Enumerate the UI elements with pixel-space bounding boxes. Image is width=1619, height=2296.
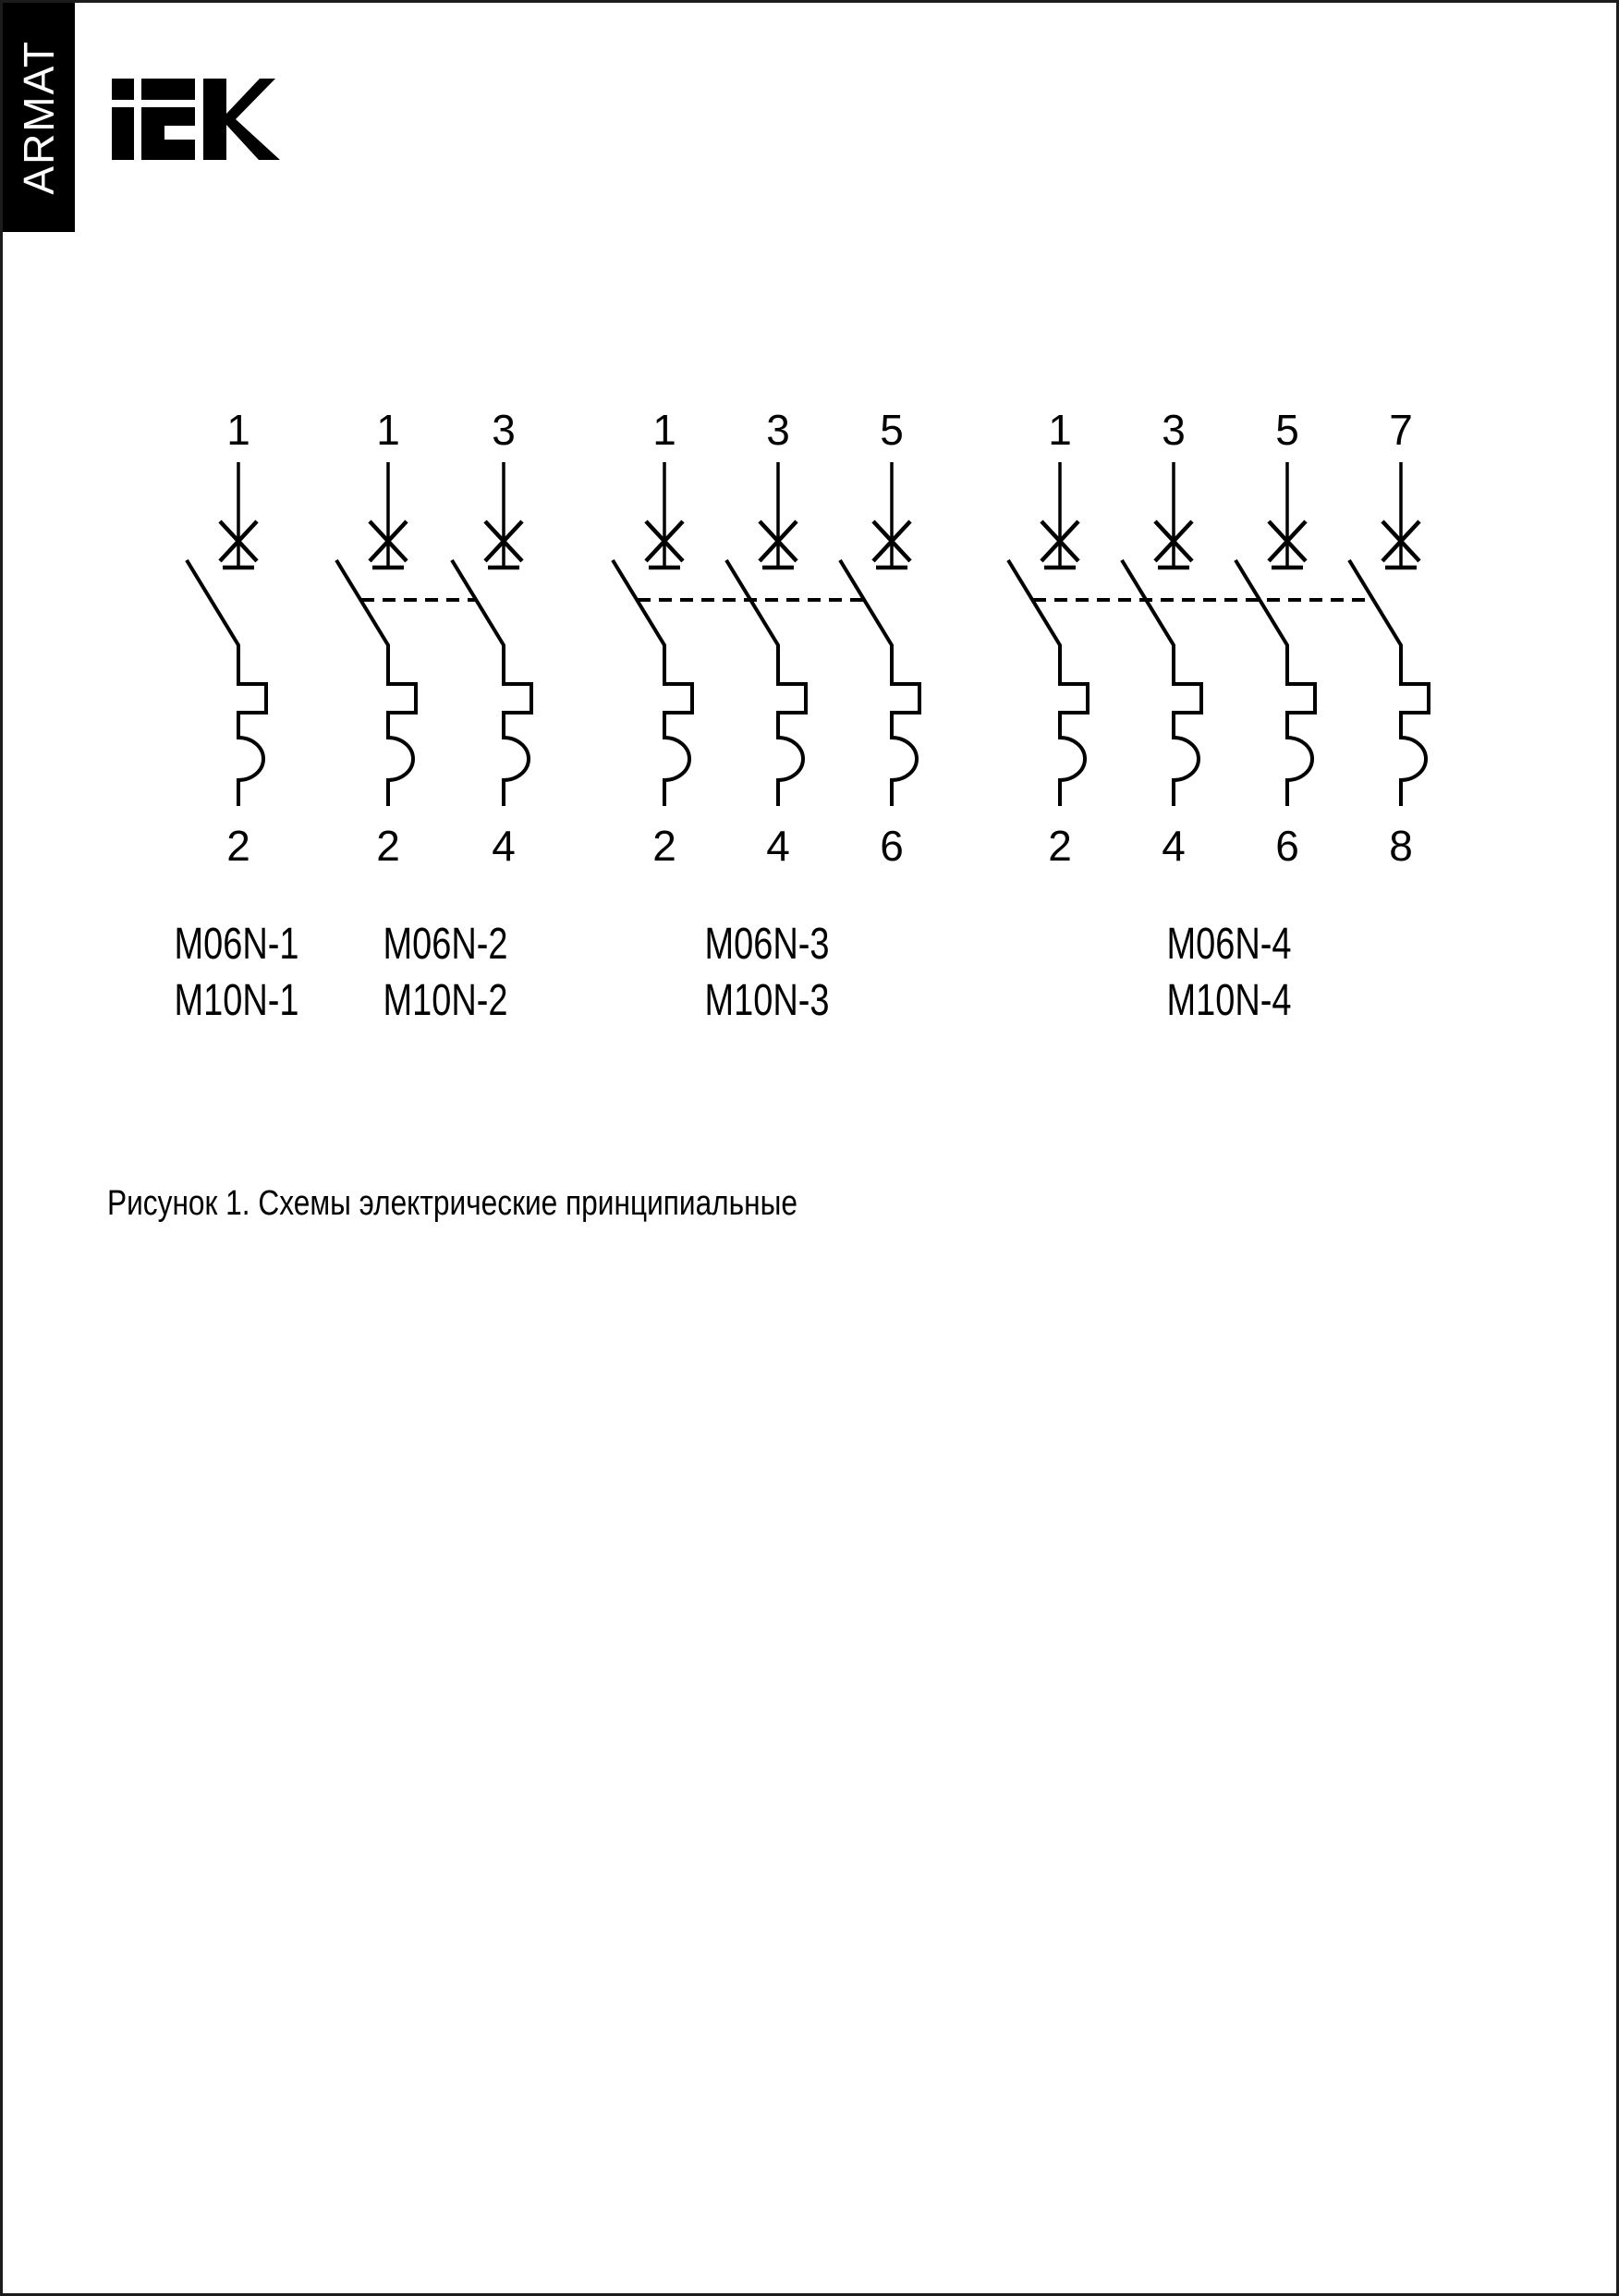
breaker-pole-symbol [1122,462,1201,806]
breaker-pole-symbol [840,462,919,806]
terminal-number: 1 [226,406,250,454]
breaker-pole-symbol [336,462,416,806]
schematic-m06n-2 [336,406,531,1025]
schematic-m06n-4 [1008,406,1429,1025]
armat-banner-label: ARMAT [15,40,63,195]
terminal-number: 4 [1162,822,1186,870]
terminal-number: 6 [1275,822,1299,870]
terminal-number: 2 [226,822,250,870]
terminal-number: 1 [1048,406,1072,454]
model-label: M06N-4 [1166,920,1292,969]
terminal-number: 4 [492,822,516,870]
model-label: M06N-3 [704,920,830,969]
terminal-number: 5 [880,406,904,454]
breaker-pole-symbol [187,462,266,806]
terminal-number: 2 [376,822,400,870]
terminal-number: 8 [1389,822,1413,870]
figure-caption: Рисунок 1. Схемы электрические принципиальные [107,1184,797,1223]
terminal-number: 3 [766,406,790,454]
breaker-pole-symbol [1349,462,1429,806]
terminal-number: 1 [652,406,676,454]
model-label: M06N-1 [174,920,299,969]
schematic-figure [3,3,1619,1297]
model-label: M06N-2 [383,920,508,969]
breaker-pole-symbol [613,462,692,806]
breaker-pole-symbol [1236,462,1315,806]
terminal-number: 5 [1275,406,1299,454]
model-label: M10N-1 [174,976,299,1025]
terminal-number: 6 [880,822,904,870]
breaker-pole-symbol [452,462,531,806]
terminal-number: 3 [1162,406,1186,454]
terminal-number: 2 [1048,822,1072,870]
terminal-number: 1 [376,406,400,454]
schematic-m06n-1 [175,406,299,1025]
terminal-number: 2 [652,822,676,870]
model-label: M10N-4 [1166,976,1292,1025]
terminal-number: 4 [766,822,790,870]
schematic-m06n-3 [613,406,919,1025]
terminal-number: 3 [492,406,516,454]
breaker-pole-symbol [1008,462,1088,806]
model-label: M10N-3 [704,976,830,1025]
breaker-pole-symbol [726,462,806,806]
terminal-number: 7 [1389,406,1413,454]
model-label: M10N-2 [383,976,508,1025]
